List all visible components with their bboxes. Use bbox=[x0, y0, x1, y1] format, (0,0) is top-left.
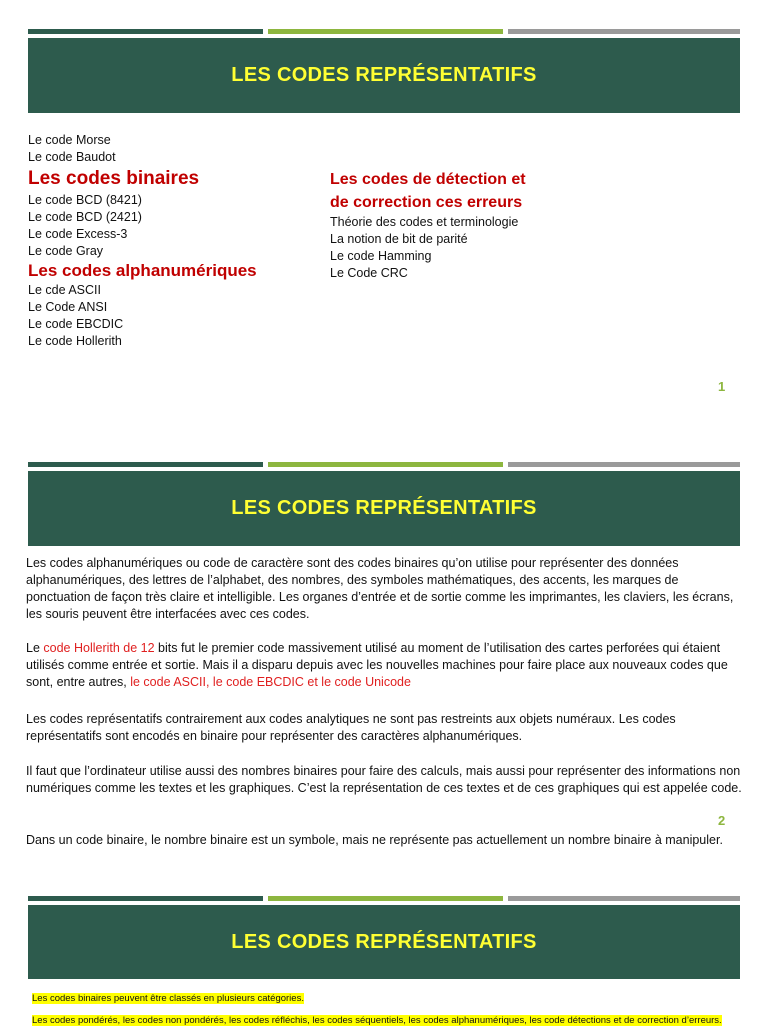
list-item: La notion de bit de parité bbox=[330, 232, 468, 246]
list-item: Le code Hollerith bbox=[28, 334, 122, 348]
list-item: Le code BCD (2421) bbox=[28, 210, 142, 224]
paragraph: Les codes représentatifs contrairement aux codes analytiques ne sont pas restreints aux objets numéraux. Les codes représentatifs sont encodés en binaire pour représenter des caractères alphanumériques. bbox=[26, 712, 676, 743]
paragraph: Il faut que l’ordinateur utilise aussi des nombres binaires pour faire des calculs, mais aussi pour représenter des informations non numériques comme les textes et les graphiques. C’est la représentation de ces textes et de ces graphiques qui est appelée code. bbox=[26, 764, 742, 795]
slide-title: LES CODES REPRÉSENTATIFS bbox=[231, 930, 537, 953]
list-item: Le cde ASCII bbox=[28, 283, 101, 297]
list-item: Le code EBCDIC bbox=[28, 317, 124, 331]
page-number: 1 bbox=[718, 379, 726, 394]
list-item: Le Code ANSI bbox=[28, 300, 108, 314]
decorative-stripes bbox=[28, 896, 740, 901]
list-item: Le code Gray bbox=[28, 244, 104, 258]
list-item: Théorie des codes et terminologie bbox=[330, 215, 519, 229]
slide-title: LES CODES REPRÉSENTATIFS bbox=[231, 497, 537, 519]
list-item: Le Code CRC bbox=[330, 266, 408, 280]
paragraph-text: bits fut le premier code massivement utilisé au moment de l’utilisation des cartes perforées qui étaient utilisés comme entrée et sortie. Mais il a disparu depuis avec les nouvelles machines pour faire place aux nouveaux codes que sont, entre autres, bbox=[26, 641, 728, 689]
detection-codes-heading-line1: Les codes de détection et bbox=[330, 171, 526, 188]
page-number: 2 bbox=[718, 813, 726, 828]
paragraph bbox=[32, 988, 740, 1006]
highlighted-line: Les codes binaires peuvent être classés en plusieurs catégories. bbox=[32, 993, 304, 1004]
alphanumeric-codes-heading: Les codes alphanumériques bbox=[28, 261, 257, 280]
highlighted-line: Les codes pondérés, les codes non pondérés, les codes réfléchis, les codes séquentiels, les codes alphanumériques, les code détections et de correction d’erreurs. bbox=[32, 1015, 722, 1026]
paragraph bbox=[32, 1010, 740, 1028]
highlighted-text: le code ASCII, le code EBCDIC et le code Unicode bbox=[130, 675, 411, 689]
paragraph-text: Le bbox=[26, 641, 44, 655]
list-item: Le code Hamming bbox=[330, 249, 432, 263]
slide-title: LES CODES REPRÉSENTATIFS bbox=[231, 64, 537, 86]
list-item: Le code Excess-3 bbox=[28, 227, 128, 241]
list-item: Le code Morse bbox=[28, 133, 111, 147]
slide-title-banner bbox=[28, 905, 740, 979]
list-item: Le code Baudot bbox=[28, 150, 116, 164]
list-item: Le code BCD (8421) bbox=[28, 193, 142, 207]
paragraph: Les codes alphanumériques ou code de caractère sont des codes binaires qu’on utilise pour représenter des données alphanumériques, des lettres de l’alphabet, des nombres, des symboles mathématiques, des accents, les marques de ponctuation de façon très claire et intelligible. Les organes d’entrée et de sortie comme les imprimantes, les claviers, les écrans, les souris peuvent être interfacées avec ces codes. bbox=[26, 556, 734, 621]
highlighted-text: code Hollerith de 12 bbox=[43, 641, 155, 655]
detection-codes-heading-line2: de correction ces erreurs bbox=[330, 194, 523, 211]
binary-codes-heading: Les codes binaires bbox=[28, 168, 200, 189]
paragraph: Dans un code binaire, le nombre binaire est un symbole, mais ne représente pas actuellement un nombre binaire à manipuler. bbox=[26, 833, 723, 847]
